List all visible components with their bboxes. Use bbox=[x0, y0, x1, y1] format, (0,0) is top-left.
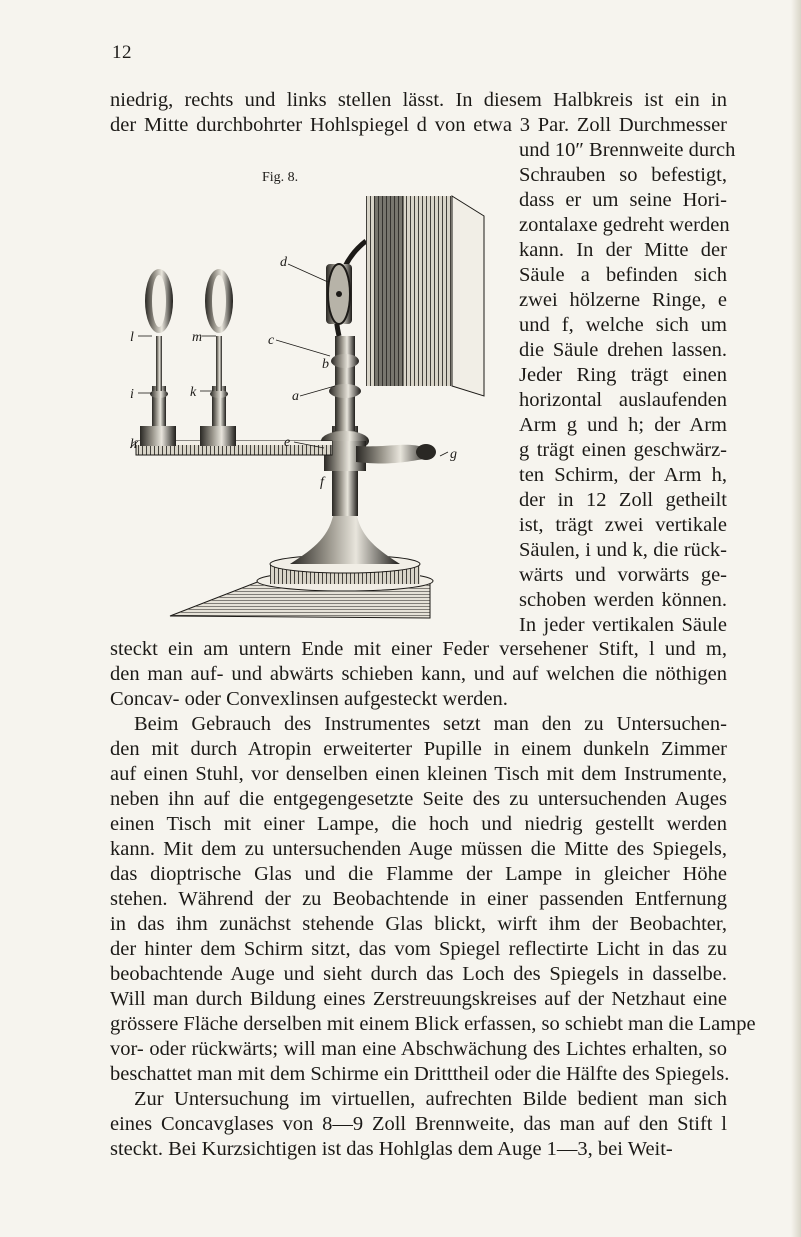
side-text-line: der in 12 Zoll getheilt bbox=[519, 489, 727, 511]
side-text-line: die Säule drehen lassen. bbox=[519, 339, 727, 361]
text-line: den man auf- und abwärts schieben kann, und auf welchen die nöthigen bbox=[110, 663, 727, 685]
text-line: auf einen Stuhl, vor denselben einen kleinen Tisch mit dem Instrumente, bbox=[110, 763, 727, 785]
label-a: a bbox=[292, 389, 299, 404]
text-line: steckt ein am untern Ende mit einer Feder versehener Stift, l und m, bbox=[110, 638, 727, 660]
text-line: niedrig, rechts und links stellen lässt. In diesem Halbkreis ist ein in bbox=[110, 89, 727, 111]
label-m: m bbox=[192, 330, 203, 345]
side-text-line: Säulen, i und k, die rück- bbox=[519, 539, 727, 561]
vertical-column-i bbox=[140, 269, 176, 446]
side-text-line: Säule a befinden sich bbox=[519, 264, 727, 286]
mirror-assembly bbox=[326, 241, 366, 336]
side-text-line: g trägt einen geschwärz- bbox=[519, 439, 727, 461]
side-text-line: ist, trägt zwei vertikale bbox=[519, 514, 727, 536]
vertical-column-k bbox=[200, 269, 236, 446]
side-text-line: Schrauben so befestigt, bbox=[519, 164, 727, 186]
text-line: kann. Mit dem zu untersuchenden Auge müssen die Mitte des Spiegels, bbox=[110, 838, 727, 860]
text-line: neben ihn auf die entgegengesetzte Seite des zu untersuchenden Auges bbox=[110, 788, 727, 810]
text-line: grössere Fläche derselben mit einem Blick erfassen, so schiebt man die Lampe bbox=[110, 1013, 756, 1035]
text-line: der hinter dem Schirm sitzt, das vom Spiegel reflectirte Licht in das zu bbox=[110, 938, 727, 960]
label-h: h bbox=[130, 437, 137, 452]
side-text-line: schoben werden können. bbox=[519, 589, 727, 611]
text-line: Will man durch Bildung eines Zerstreuungskreises auf der Netzhaut eine bbox=[110, 988, 727, 1010]
text-line: Beim Gebrauch des Instrumentes setzt man den zu Untersuchen- bbox=[134, 713, 727, 735]
side-text-line: zwei hölzerne Ringe, e bbox=[519, 289, 727, 311]
text-line: Concav- oder Convexlinsen aufgesteckt werden. bbox=[110, 688, 508, 710]
label-i: i bbox=[130, 387, 134, 402]
text-line: vor- oder rückwärts; will man eine Abschwächung des Lichtes erhalten, so bbox=[110, 1038, 727, 1060]
side-text-line: Jeder Ring trägt einen bbox=[519, 364, 727, 386]
instrument-base bbox=[170, 511, 433, 618]
text-line: der Mitte durchbohrter Hohlspiegel d von etwa 3 Par. Zoll Durchmesser bbox=[110, 114, 727, 136]
label-d: d bbox=[280, 255, 287, 270]
text-line: steckt. Bei Kurzsichtigen ist das Hohlglas dem Auge 1—3, bei Weit- bbox=[110, 1138, 673, 1160]
text-line: in das ihm zunächst stehende Glas blickt, wirft ihm der Beobachter, bbox=[110, 913, 727, 935]
text-line: einen Tisch mit einer Lampe, die hoch und niedrig gestellt werden bbox=[110, 813, 727, 835]
side-text-line: zontalaxe gedreht werden bbox=[519, 214, 730, 236]
side-text-line: kann. In der Mitte der bbox=[519, 239, 727, 261]
text-line: das dioptrische Glas und die Flamme der Lampe in gleicher Höhe bbox=[110, 863, 727, 885]
text-line: stehen. Während der zu Beobachtende in einer passenden Entfernung bbox=[110, 888, 727, 910]
page-number: 12 bbox=[112, 42, 132, 63]
side-text-line: horizontal auslaufenden bbox=[519, 389, 727, 411]
blackened-screen bbox=[366, 196, 484, 396]
text-line: beobachtende Auge und sieht durch das Loch des Spiegels in dasselbe. bbox=[110, 963, 727, 985]
text-line: den mit durch Atropin erweiterter Pupille in einem dunkeln Zimmer bbox=[110, 738, 727, 760]
side-text-line: und 10″ Brennweite durch bbox=[519, 139, 736, 161]
figure-caption: Fig. 8. bbox=[262, 170, 299, 185]
label-c: c bbox=[268, 333, 275, 348]
side-text-line: und f, welche sich um bbox=[519, 314, 727, 336]
side-text-line: ten Schirm, der Arm h, bbox=[519, 464, 727, 486]
label-g: g bbox=[450, 447, 457, 462]
text-line: eines Concavglases von 8—9 Zoll Brennweite, das man auf den Stift l bbox=[110, 1113, 727, 1135]
ophthalmoscope-figure bbox=[130, 186, 522, 626]
label-b: b bbox=[322, 357, 329, 372]
side-text-line: Arm g und h; der Arm bbox=[519, 414, 727, 436]
side-text-line: In jeder vertikalen Säule bbox=[519, 614, 727, 636]
text-line: Zur Untersuchung im virtuellen, aufrechten Bilde bedient man sich bbox=[134, 1088, 727, 1110]
label-f: f bbox=[320, 475, 324, 490]
page-edge bbox=[791, 0, 801, 1237]
label-k: k bbox=[190, 385, 197, 400]
side-text-line: dass er um seine Hori- bbox=[519, 189, 727, 211]
text-line: beschattet man mit dem Schirme ein Dritttheil oder die Hälfte des Spiegels. bbox=[110, 1063, 730, 1085]
side-text-line: wärts und vorwärts ge- bbox=[519, 564, 727, 586]
label-l: l bbox=[130, 330, 134, 345]
label-e: e bbox=[284, 435, 291, 450]
